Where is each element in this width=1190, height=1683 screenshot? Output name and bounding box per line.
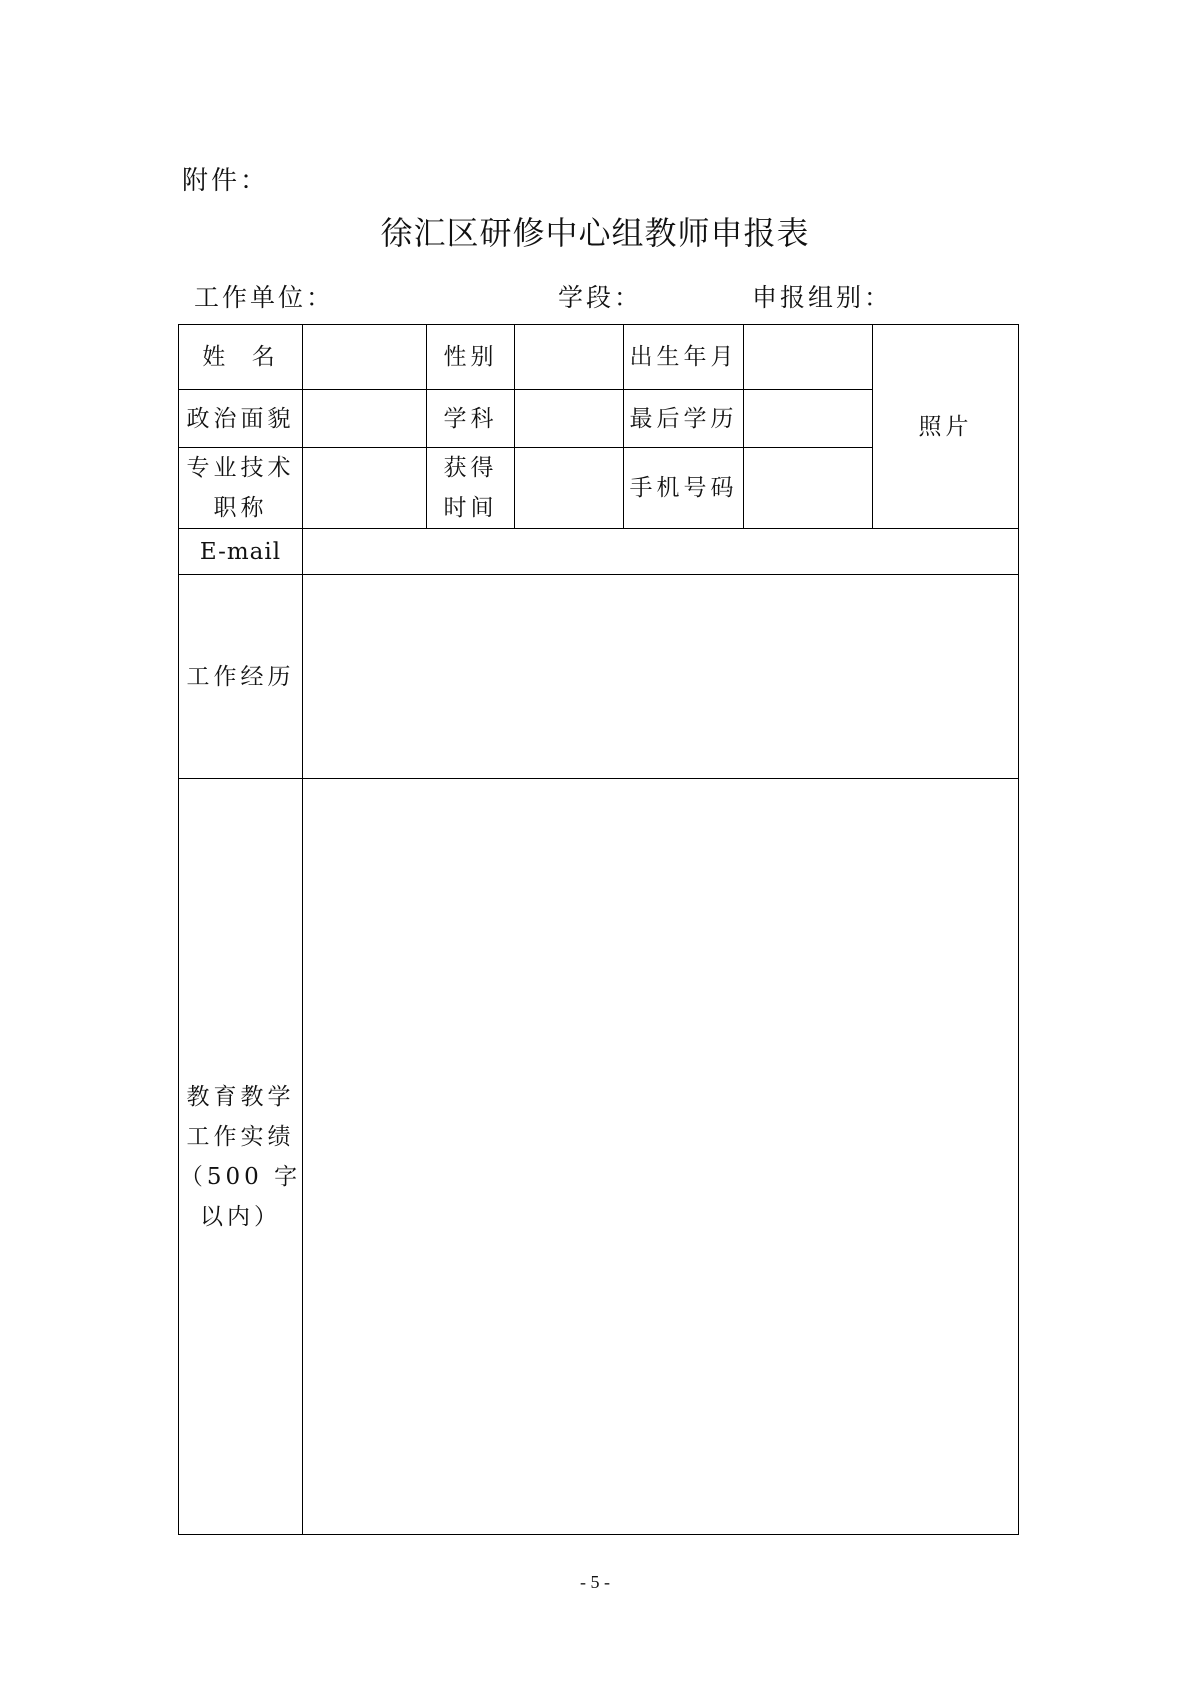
email-label: E-mail: [179, 529, 303, 575]
subject-value-cell[interactable]: [515, 390, 624, 448]
achievements-value-cell[interactable]: [303, 779, 1019, 1535]
professional-title-line1: 专业技术: [186, 455, 295, 481]
gender-value-cell[interactable]: [515, 325, 624, 390]
work-history-value-cell[interactable]: [303, 575, 1019, 779]
professional-title-line2: 职称: [213, 495, 268, 521]
obtain-time-line1: 获得: [443, 455, 498, 481]
school-stage-label: 学段：: [558, 283, 643, 312]
achievements-line1: 教育教学: [186, 1083, 295, 1110]
achievements-line2: 工作实绩: [186, 1123, 295, 1150]
subject-label: 学科: [427, 390, 515, 448]
professional-title-label: [179, 448, 303, 529]
politics-value-cell[interactable]: [303, 390, 427, 448]
education-value-cell[interactable]: [744, 390, 873, 448]
work-history-label: 工作经历: [179, 575, 303, 779]
politics-label: 政治面貌: [179, 390, 303, 448]
form-title: 徐汇区研修中心组教师申报表: [380, 214, 810, 252]
gender-label: 性别: [427, 325, 515, 390]
phone-value-cell[interactable]: [744, 448, 873, 529]
work-unit-label: 工作单位：: [194, 283, 335, 312]
birth-value-cell[interactable]: [744, 325, 873, 390]
achievements-line3: （500 字: [179, 1163, 302, 1190]
professional-title-value-cell[interactable]: [303, 448, 427, 529]
phone-label: 手机号码: [624, 448, 744, 529]
achievements-label: [179, 779, 303, 1535]
birth-label: 出生年月: [624, 325, 744, 390]
photo-cell[interactable]: [873, 325, 1019, 529]
obtain-time-label: [427, 448, 515, 529]
group-label: 申报组别：: [752, 283, 893, 312]
application-form-table: [178, 324, 1019, 1535]
name-value-cell[interactable]: [303, 325, 427, 390]
name-label: 姓 名: [179, 325, 303, 390]
page-number: - 5 -: [580, 1572, 610, 1592]
education-label: 最后学历: [624, 390, 744, 448]
photo-label: 照片: [918, 413, 973, 440]
attachment-label: 附件：: [182, 166, 270, 196]
email-value-cell[interactable]: [303, 529, 1019, 575]
achievements-line4: 以内）: [200, 1203, 281, 1230]
obtain-time-line2: 时间: [443, 495, 498, 521]
obtain-time-value-cell[interactable]: [515, 448, 624, 529]
